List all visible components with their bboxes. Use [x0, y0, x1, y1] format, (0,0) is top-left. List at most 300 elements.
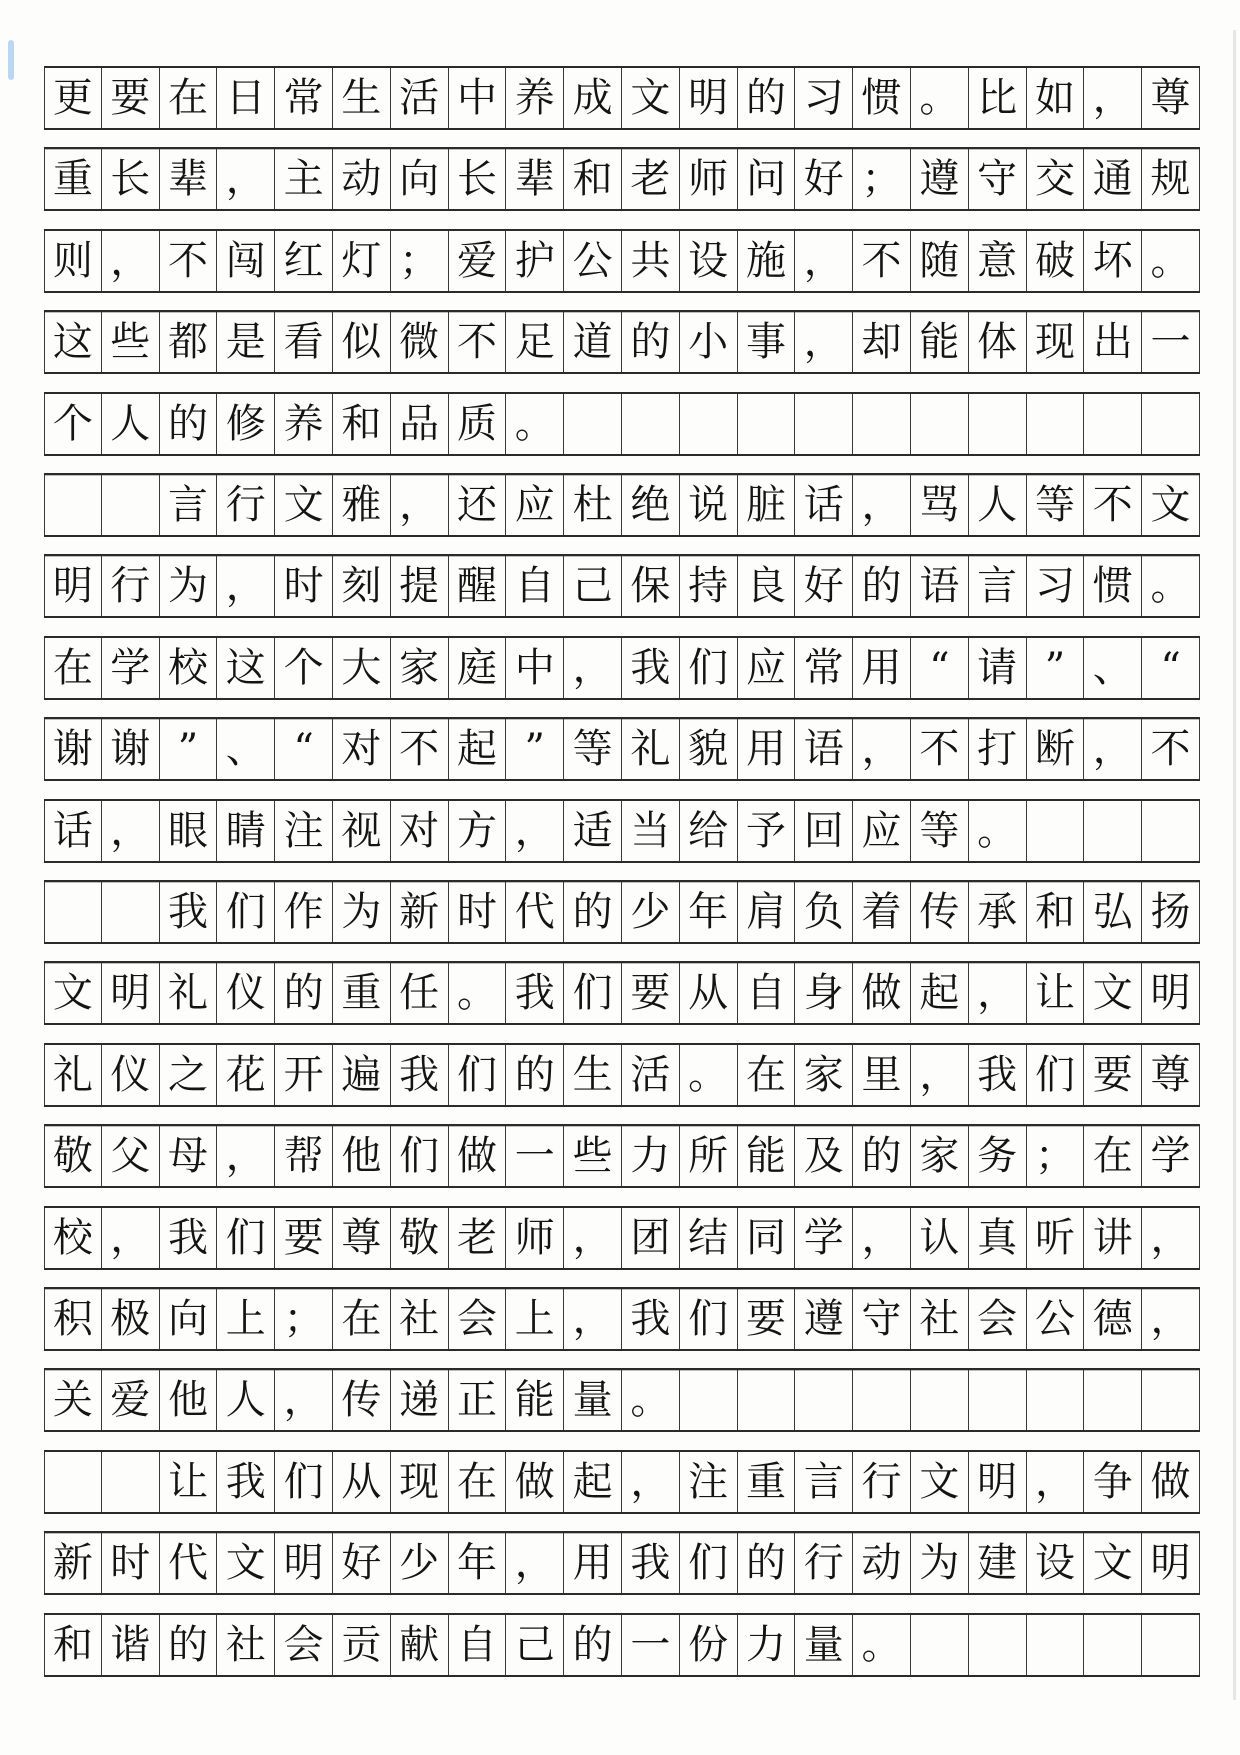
grid-cell: 我: [160, 1208, 218, 1268]
grid-cell: 则: [44, 231, 102, 291]
grid-cell: 的: [275, 963, 333, 1023]
grid-cell: 和: [1027, 882, 1085, 942]
grid-cell: 扬: [1142, 882, 1200, 942]
grid-cell: [1142, 1370, 1200, 1430]
grid-cell: ，: [102, 231, 160, 291]
grid-cell: 们: [564, 963, 622, 1023]
grid-cell: 务: [969, 1126, 1027, 1186]
grid-cell: 对: [391, 801, 449, 861]
grid-cell: 校: [160, 638, 218, 698]
grid-cell: 注: [275, 801, 333, 861]
grid-cell: 的: [564, 882, 622, 942]
grid-cell: 做: [449, 1126, 507, 1186]
grid-cell: 们: [1027, 1045, 1085, 1105]
grid-row: [44, 473, 1200, 537]
grid-cell: 们: [680, 1533, 738, 1593]
grid-cell: 不: [449, 312, 507, 372]
grid-cell: 爱: [449, 231, 507, 291]
grid-cell: 些: [564, 1126, 622, 1186]
grid-cell: 份: [680, 1615, 738, 1675]
grid-cell: 从: [680, 963, 738, 1023]
grid-cell: “: [911, 638, 969, 698]
grid-cell: [102, 882, 160, 942]
grid-cell: 遵: [795, 1289, 853, 1349]
grid-cell: 习: [795, 68, 853, 128]
grid-cell: 行: [795, 1533, 853, 1593]
grid-cell: 自: [506, 556, 564, 616]
grid-cell: [44, 475, 102, 535]
grid-cell: 建: [969, 1533, 1027, 1593]
grid-cell: 认: [911, 1208, 969, 1268]
grid-cell: 意: [969, 231, 1027, 291]
grid-cell: 共: [622, 231, 680, 291]
grid-cell: 贡: [333, 1615, 391, 1675]
grid-cell: 家: [391, 638, 449, 698]
grid-cell: 我: [217, 1452, 275, 1512]
grid-cell: 不: [911, 719, 969, 779]
grid-cell: 明: [275, 1533, 333, 1593]
grid-cell: 长: [102, 149, 160, 209]
grid-cell: 老: [449, 1208, 507, 1268]
grid-row: [44, 554, 1200, 618]
grid-cell: 递: [391, 1370, 449, 1430]
grid-cell: 肩: [738, 882, 796, 942]
grid-cell: 重: [333, 963, 391, 1023]
grid-cell: 做: [853, 963, 911, 1023]
grid-cell: 里: [853, 1045, 911, 1105]
grid-cell: 动: [333, 149, 391, 209]
grid-cell: 注: [680, 1452, 738, 1512]
grid-cell: 动: [853, 1533, 911, 1593]
grid-cell: 尊: [333, 1208, 391, 1268]
grid-cell: 身: [795, 963, 853, 1023]
grid-cell: 的: [564, 1615, 622, 1675]
grid-cell: 睛: [217, 801, 275, 861]
grid-cell: 语: [795, 719, 853, 779]
grid-cell: 现: [1027, 312, 1085, 372]
grid-cell: [564, 394, 622, 454]
grid-cell: 文: [1084, 1533, 1142, 1593]
grid-cell: 脏: [738, 475, 796, 535]
grid-cell: 惯: [853, 68, 911, 128]
grid-cell: 在: [160, 68, 218, 128]
grid-cell: 老: [622, 149, 680, 209]
grid-cell: 新: [391, 882, 449, 942]
grid-cell: 小: [680, 312, 738, 372]
grid-cell: 如: [1027, 68, 1085, 128]
grid-cell: 爱: [102, 1370, 160, 1430]
grid-cell: 讲: [1084, 1208, 1142, 1268]
grid-cell: 交: [1027, 149, 1085, 209]
grid-cell: ，: [795, 312, 853, 372]
grid-cell: 礼: [622, 719, 680, 779]
grid-cell: 辈: [506, 149, 564, 209]
grid-cell: 出: [1084, 312, 1142, 372]
grid-cell: 起: [911, 963, 969, 1023]
grid-cell: 在: [333, 1289, 391, 1349]
grid-cell: ”: [1027, 638, 1085, 698]
grid-cell: [911, 1615, 969, 1675]
grid-cell: 修: [217, 394, 275, 454]
grid-cell: 貌: [680, 719, 738, 779]
grid-cell: 仪: [217, 963, 275, 1023]
grid-cell: 所: [680, 1126, 738, 1186]
grid-cell: 这: [217, 638, 275, 698]
grid-cell: 、: [1084, 638, 1142, 698]
grid-cell: 起: [449, 719, 507, 779]
grid-cell: 现: [391, 1452, 449, 1512]
grid-cell: ，: [853, 719, 911, 779]
grid-cell: 醒: [449, 556, 507, 616]
grid-cell: 要: [275, 1208, 333, 1268]
grid-cell: 要: [738, 1289, 796, 1349]
grid-cell: 文: [217, 1533, 275, 1593]
grid-cell: 母: [160, 1126, 218, 1186]
grid-cell: [853, 394, 911, 454]
grid-cell: ，: [506, 801, 564, 861]
grid-cell: 校: [44, 1208, 102, 1268]
grid-cell: 量: [564, 1370, 622, 1430]
grid-cell: 道: [564, 312, 622, 372]
grid-cell: 守: [969, 149, 1027, 209]
grid-cell: 杜: [564, 475, 622, 535]
grid-cell: ，: [102, 801, 160, 861]
grid-cell: 向: [160, 1289, 218, 1349]
grid-cell: 好: [795, 556, 853, 616]
grid-cell: 的: [622, 312, 680, 372]
grid-cell: 能: [738, 1126, 796, 1186]
grid-cell: 社: [217, 1615, 275, 1675]
grid-cell: 任: [391, 963, 449, 1023]
grid-cell: 辈: [160, 149, 218, 209]
grid-cell: 生: [564, 1045, 622, 1105]
grid-cell: 言: [969, 556, 1027, 616]
grid-cell: 言: [795, 1452, 853, 1512]
grid-cell: 这: [44, 312, 102, 372]
grid-cell: 一: [622, 1615, 680, 1675]
grid-cell: 家: [795, 1045, 853, 1105]
grid-cell: ，: [564, 1208, 622, 1268]
grid-cell: 持: [680, 556, 738, 616]
grid-cell: 会: [275, 1615, 333, 1675]
grid-cell: 争: [1084, 1452, 1142, 1512]
grid-cell: 质: [449, 394, 507, 454]
grid-cell: [1027, 801, 1085, 861]
grid-cell: 上: [217, 1289, 275, 1349]
grid-cell: 遍: [333, 1045, 391, 1105]
grid-cell: 自: [449, 1615, 507, 1675]
grid-cell: 开: [275, 1045, 333, 1105]
grid-cell: ，: [564, 1289, 622, 1349]
grid-cell: 。: [622, 1370, 680, 1430]
grid-cell: 时: [449, 882, 507, 942]
grid-cell: ；: [391, 231, 449, 291]
grid-cell: ，: [911, 1045, 969, 1105]
grid-cell: 我: [506, 963, 564, 1023]
grid-cell: 代: [160, 1533, 218, 1593]
grid-cell: 破: [1027, 231, 1085, 291]
grid-cell: 设: [1027, 1533, 1085, 1593]
grid-cell: 们: [217, 1208, 275, 1268]
grid-cell: 们: [275, 1452, 333, 1512]
grid-cell: 们: [680, 1289, 738, 1349]
grid-cell: 谐: [102, 1615, 160, 1675]
grid-cell: 绝: [622, 475, 680, 535]
grid-cell: 师: [506, 1208, 564, 1268]
grid-cell: 正: [449, 1370, 507, 1430]
grid-cell: 。: [969, 801, 1027, 861]
grid-cell: 长: [449, 149, 507, 209]
grid-cell: 庭: [449, 638, 507, 698]
grid-cell: 们: [680, 638, 738, 698]
grid-cell: 视: [333, 801, 391, 861]
grid-cell: 敬: [391, 1208, 449, 1268]
grid-cell: 却: [853, 312, 911, 372]
grid-cell: 的: [506, 1045, 564, 1105]
grid-cell: 更: [44, 68, 102, 128]
grid-cell: 良: [738, 556, 796, 616]
grid-cell: ，: [391, 475, 449, 535]
grid-cell: 父: [102, 1126, 160, 1186]
grid-cell: 给: [680, 801, 738, 861]
grid-cell: 习: [1027, 556, 1085, 616]
grid-cell: 雅: [333, 475, 391, 535]
grid-cell: [1027, 394, 1085, 454]
grid-cell: 比: [969, 68, 1027, 128]
grid-cell: 提: [391, 556, 449, 616]
grid-cell: 家: [911, 1126, 969, 1186]
grid-cell: [102, 1452, 160, 1512]
grid-cell: 我: [969, 1045, 1027, 1105]
grid-cell: 问: [738, 149, 796, 209]
grid-cell: [1084, 1370, 1142, 1430]
grid-cell: 用: [564, 1533, 622, 1593]
grid-cell: 明: [44, 556, 102, 616]
grid-cell: 年: [680, 882, 738, 942]
grid-cell: 行: [102, 556, 160, 616]
grid-cell: 应: [506, 475, 564, 535]
grid-cell: 不: [1084, 475, 1142, 535]
grid-cell: 生: [333, 68, 391, 128]
grid-cell: 闯: [217, 231, 275, 291]
grid-cell: 们: [217, 882, 275, 942]
grid-cell: [795, 394, 853, 454]
grid-cell: 会: [969, 1289, 1027, 1349]
grid-cell: 社: [911, 1289, 969, 1349]
grid-cell: 新: [44, 1533, 102, 1593]
grid-cell: 为: [160, 556, 218, 616]
grid-cell: 常: [275, 68, 333, 128]
grid-cell: 足: [506, 312, 564, 372]
grid-row: [44, 66, 1200, 130]
grid-cell: 方: [449, 801, 507, 861]
grid-row: [44, 1124, 1200, 1188]
grid-cell: ，: [795, 231, 853, 291]
grid-cell: 我: [391, 1045, 449, 1105]
grid-cell: 能: [506, 1370, 564, 1430]
grid-cell: 和: [333, 394, 391, 454]
grid-row: [44, 310, 1200, 374]
grid-cell: 一: [1142, 312, 1200, 372]
grid-cell: 的: [738, 1533, 796, 1593]
grid-cell: 日: [217, 68, 275, 128]
grid-cell: 弘: [1084, 882, 1142, 942]
grid-cell: 当: [622, 801, 680, 861]
grid-cell: [680, 394, 738, 454]
grid-cell: 不: [391, 719, 449, 779]
grid-cell: [911, 1370, 969, 1430]
grid-cell: ，: [275, 1370, 333, 1430]
grid-cell: 们: [391, 1126, 449, 1186]
grid-cell: [1084, 394, 1142, 454]
grid-cell: 我: [622, 1533, 680, 1593]
grid-cell: 用: [853, 638, 911, 698]
grid-cell: 活: [391, 68, 449, 128]
grid-cell: 不: [853, 231, 911, 291]
grid-cell: 同: [738, 1208, 796, 1268]
grid-cell: “: [275, 719, 333, 779]
grid-row: [44, 1368, 1200, 1432]
grid-cell: 一: [506, 1126, 564, 1186]
grid-cell: [1142, 394, 1200, 454]
grid-cell: 力: [622, 1126, 680, 1186]
grid-cell: 通: [1084, 149, 1142, 209]
grid-cell: [1084, 801, 1142, 861]
grid-cell: 些: [102, 312, 160, 372]
grid-cell: 的: [853, 556, 911, 616]
grid-cell: 骂: [911, 475, 969, 535]
grid-cell: 。: [853, 1615, 911, 1675]
grid-cell: 都: [160, 312, 218, 372]
grid-row: [44, 799, 1200, 863]
grid-cell: 养: [506, 68, 564, 128]
grid-cell: 礼: [160, 963, 218, 1023]
grid-cell: 我: [622, 638, 680, 698]
grid-cell: ，: [102, 1208, 160, 1268]
grid-cell: 人: [217, 1370, 275, 1430]
grid-cell: 尊: [1142, 68, 1200, 128]
grid-cell: 文: [1142, 475, 1200, 535]
grid-cell: 应: [853, 801, 911, 861]
grid-cell: 关: [44, 1370, 102, 1430]
grid-cell: 坏: [1084, 231, 1142, 291]
grid-cell: 们: [449, 1045, 507, 1105]
grid-cell: [969, 1615, 1027, 1675]
grid-cell: 好: [333, 1533, 391, 1593]
grid-cell: 传: [333, 1370, 391, 1430]
scan-edge-mark: [8, 40, 14, 80]
grid-row: [44, 636, 1200, 700]
grid-cell: [102, 475, 160, 535]
grid-cell: 活: [622, 1045, 680, 1105]
grid-cell: 时: [275, 556, 333, 616]
grid-cell: 个: [44, 394, 102, 454]
grid-cell: 回: [795, 801, 853, 861]
grid-cell: 帮: [275, 1126, 333, 1186]
grid-cell: ，: [622, 1452, 680, 1512]
grid-cell: 品: [391, 394, 449, 454]
grid-cell: 他: [333, 1126, 391, 1186]
scan-edge-shadow: [1233, 30, 1236, 1700]
grid-cell: 起: [564, 1452, 622, 1512]
grid-cell: 人: [102, 394, 160, 454]
grid-cell: 刻: [333, 556, 391, 616]
grid-cell: 文: [275, 475, 333, 535]
grid-cell: 学: [795, 1208, 853, 1268]
grid-cell: 做: [1142, 1452, 1200, 1512]
grid-row: [44, 880, 1200, 944]
grid-cell: 敬: [44, 1126, 102, 1186]
grid-cell: 和: [564, 149, 622, 209]
grid-cell: 谢: [102, 719, 160, 779]
grid-cell: 养: [275, 394, 333, 454]
grid-cell: 从: [333, 1452, 391, 1512]
grid-cell: [1027, 1370, 1085, 1430]
grid-cell: 明: [102, 963, 160, 1023]
grid-cell: 微: [391, 312, 449, 372]
grid-cell: 谢: [44, 719, 102, 779]
grid-cell: [622, 394, 680, 454]
grid-cell: 结: [680, 1208, 738, 1268]
grid-cell: 及: [795, 1126, 853, 1186]
grid-cell: 眼: [160, 801, 218, 861]
grid-cell: 话: [795, 475, 853, 535]
grid-cell: [911, 394, 969, 454]
grid-cell: 施: [738, 231, 796, 291]
grid-cell: 要: [1084, 1045, 1142, 1105]
grid-cell: 积: [44, 1289, 102, 1349]
grid-row: [44, 229, 1200, 293]
grid-row: [44, 1450, 1200, 1514]
grid-cell: 打: [969, 719, 1027, 779]
grid-cell: ”: [506, 719, 564, 779]
grid-cell: 的: [160, 1615, 218, 1675]
grid-cell: 灯: [333, 231, 391, 291]
grid-cell: ”: [160, 719, 218, 779]
grid-cell: 守: [853, 1289, 911, 1349]
grid-cell: 人: [969, 475, 1027, 535]
grid-cell: 传: [911, 882, 969, 942]
grid-cell: 不: [1142, 719, 1200, 779]
grid-row: [44, 1206, 1200, 1270]
grid-cell: 断: [1027, 719, 1085, 779]
grid-cell: ，: [969, 963, 1027, 1023]
grid-cell: 设: [680, 231, 738, 291]
grid-cell: 我: [160, 882, 218, 942]
grid-cell: 我: [622, 1289, 680, 1349]
grid-cell: [44, 882, 102, 942]
grid-cell: 要: [622, 963, 680, 1023]
grid-cell: 和: [44, 1615, 102, 1675]
grid-cell: 对: [333, 719, 391, 779]
grid-cell: 中: [449, 68, 507, 128]
grid-cell: 学: [102, 638, 160, 698]
grid-cell: 礼: [44, 1045, 102, 1105]
grid-cell: 大: [333, 638, 391, 698]
grid-cell: ，: [853, 475, 911, 535]
grid-cell: 明: [680, 68, 738, 128]
grid-cell: 说: [680, 475, 738, 535]
grid-cell: 自: [738, 963, 796, 1023]
grid-cell: 负: [795, 882, 853, 942]
grid-cell: 极: [102, 1289, 160, 1349]
grid-cell: 体: [969, 312, 1027, 372]
grid-cell: 语: [911, 556, 969, 616]
grid-cell: 。: [1142, 556, 1200, 616]
grid-cell: 真: [969, 1208, 1027, 1268]
grid-cell: 随: [911, 231, 969, 291]
grid-cell: ，: [217, 1126, 275, 1186]
